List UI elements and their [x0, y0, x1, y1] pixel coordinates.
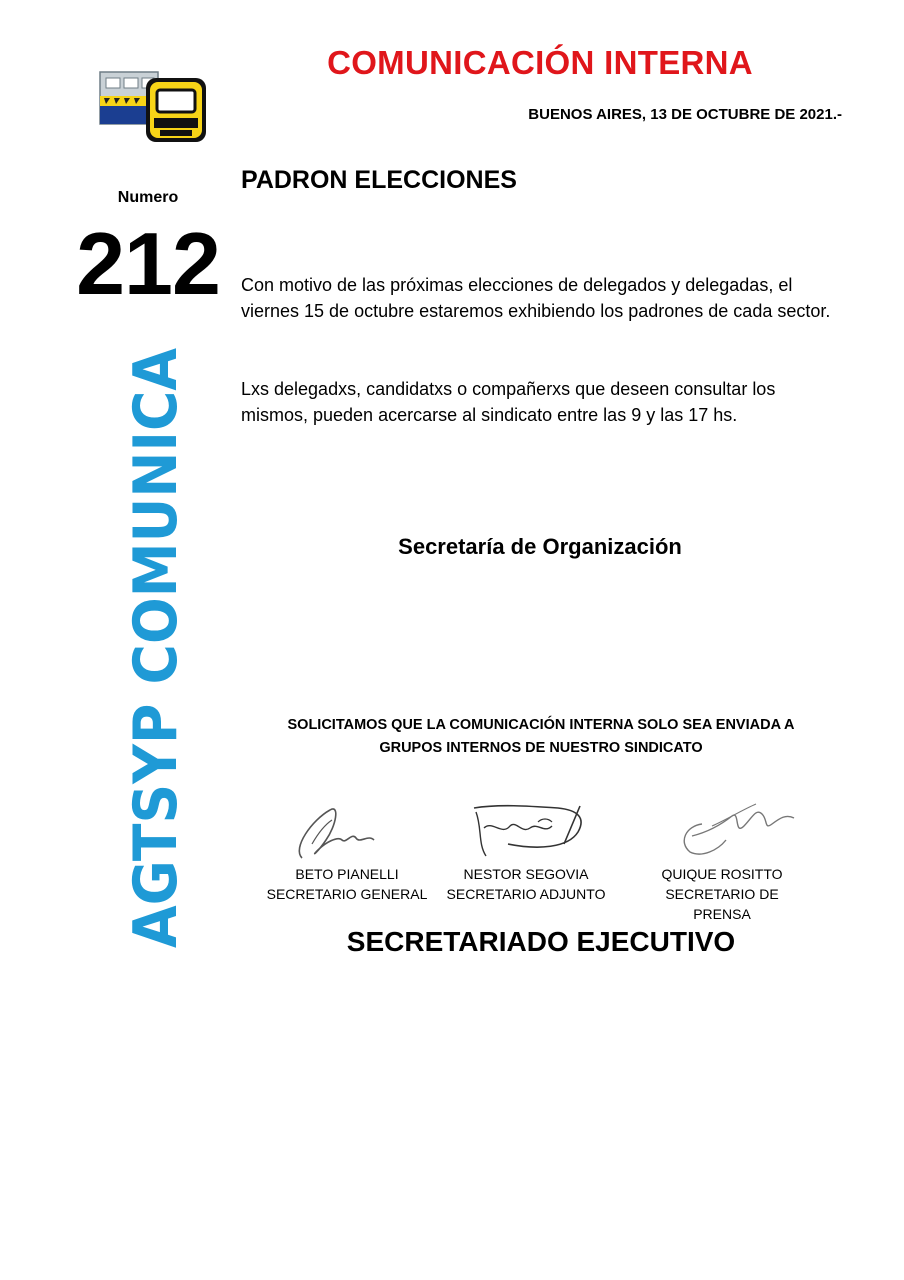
signer-block	[441, 864, 611, 904]
signer-name: NESTOR SEGOVIA	[463, 866, 589, 882]
signature-image	[282, 800, 432, 864]
body-paragraph: Con motivo de las próximas elecciones de delegados y delegadas, el viernes 15 de octubre estaremos exhibiendo los padrones de cada sector.	[241, 275, 831, 321]
signer-role: SECRETARIO GENERAL	[266, 886, 428, 902]
distribution-notice	[240, 714, 842, 760]
notice-line: GRUPOS INTERNOS DE NUESTRO SINDICATO	[379, 740, 703, 756]
signer-name: BETO PIANELLI	[295, 866, 399, 882]
document-date: BUENOS AIRES, 13 DE OCTUBRE DE 2021.-	[528, 106, 842, 123]
signer-block	[262, 864, 432, 904]
notice-line: SOLICITAMOS QUE LA COMUNICACIÓN INTERNA SOLO SEA ENVIADA A	[287, 717, 795, 733]
issue-number-label: Numero	[117, 189, 179, 206]
brand-text: AGTSYP COMUNICA	[121, 294, 191, 948]
signature-image	[672, 796, 822, 860]
body-paragraph: Lxs delegadxs, candidatxs o compañerxs que deseen consultar los mismos, pueden acercarse al sindicato entre las 9 y las 17 hs.	[241, 379, 776, 425]
signer-role: SECRETARIO DE PRENSA	[665, 886, 779, 922]
train-logo-icon	[100, 66, 210, 146]
footer-title: SECRETARIADO EJECUTIVO	[346, 926, 736, 957]
signer-block	[637, 864, 807, 924]
vertical-brand-text	[120, 294, 191, 952]
signer-name: QUIQUE ROSITTO	[661, 866, 783, 882]
subject-heading: PADRON ELECCIONES	[241, 166, 517, 194]
signature-office: Secretaría de Organización	[398, 534, 682, 559]
signer-role: SECRETARIO ADJUNTO	[446, 886, 606, 902]
page-title: COMUNICACIÓN INTERNA	[327, 44, 753, 81]
issue-number: 212	[76, 214, 220, 313]
signature-image	[468, 798, 618, 862]
